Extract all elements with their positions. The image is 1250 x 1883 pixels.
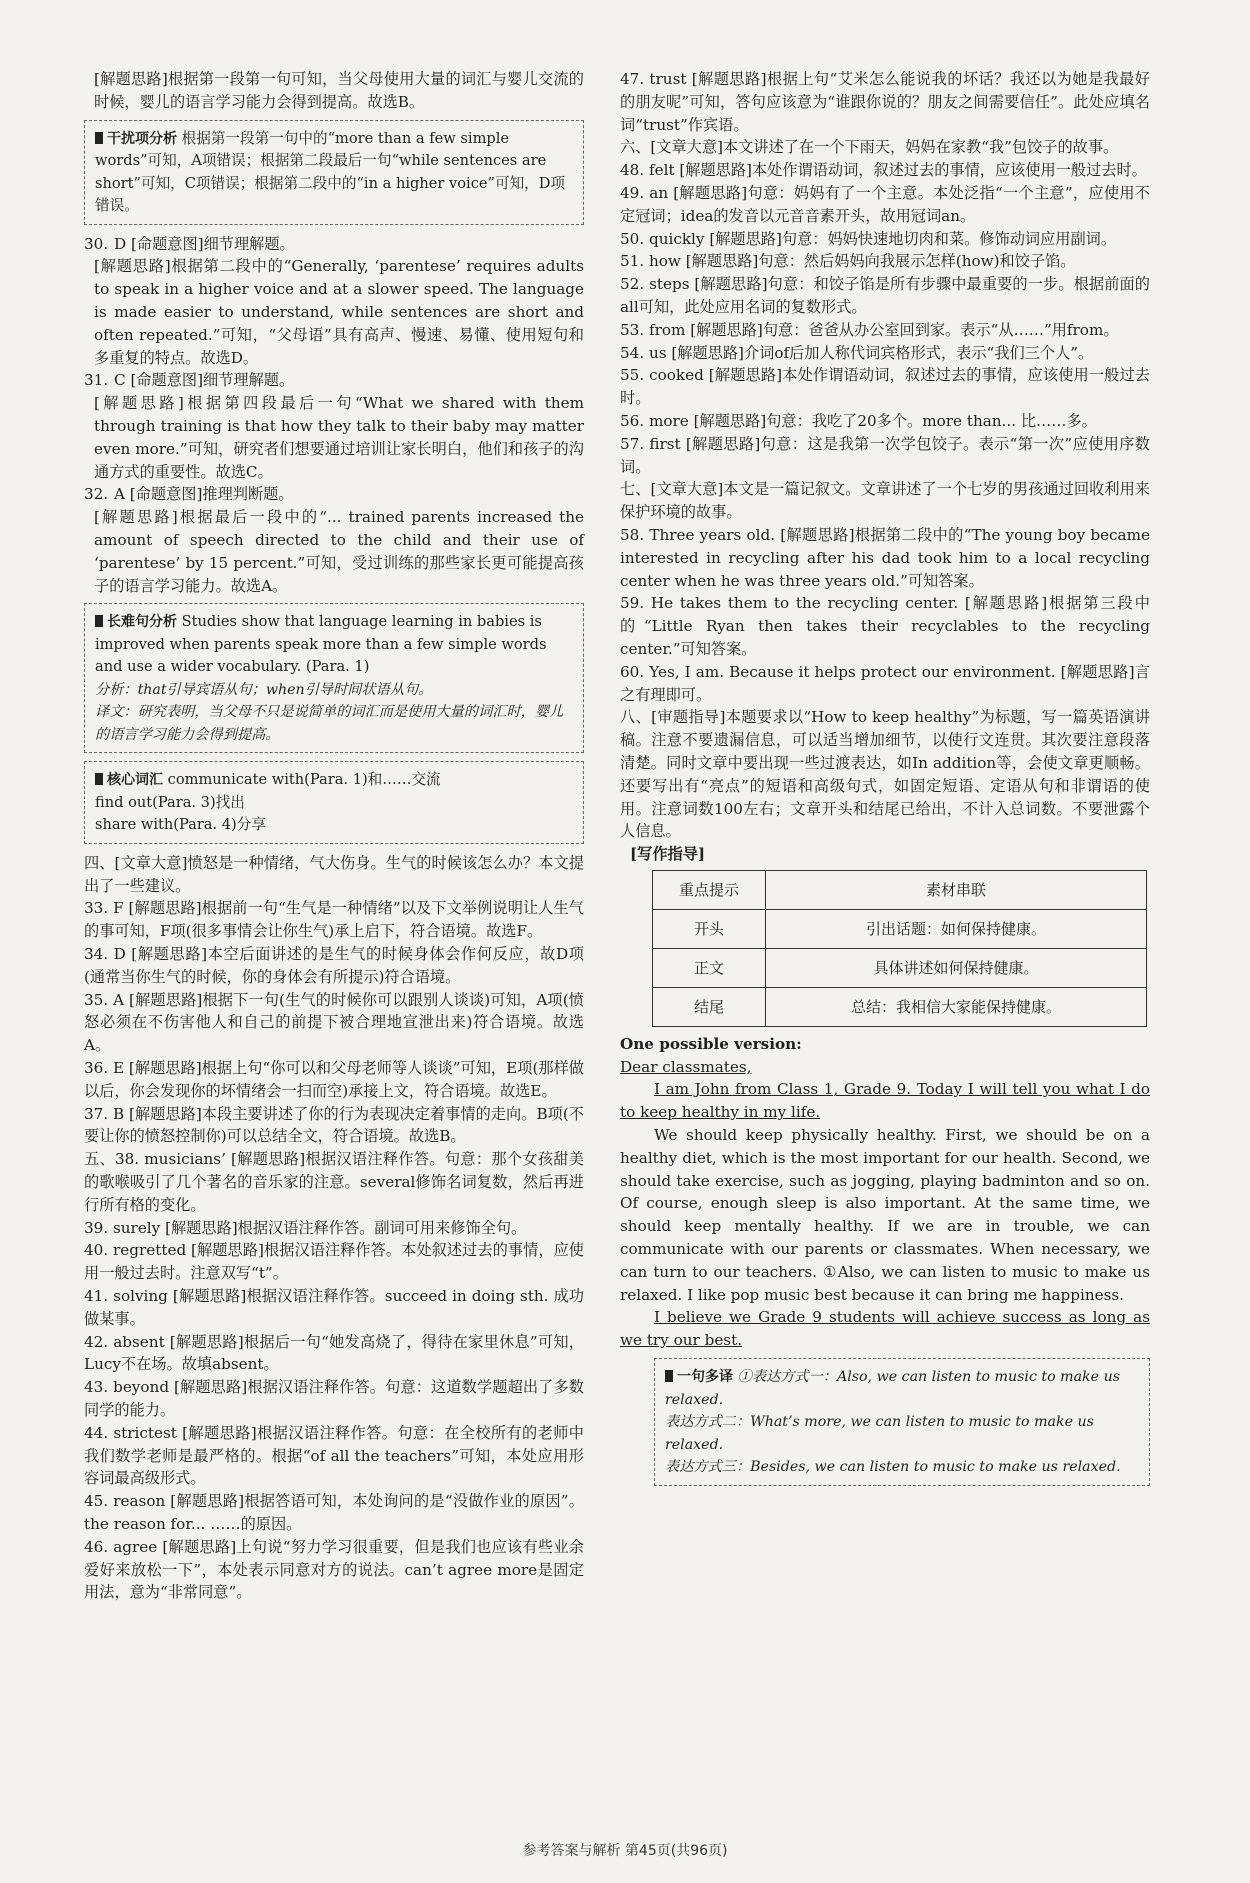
q37: 37. B [解题思路]本段主要讲述了你的行为表现决定着事情的走向。B项(不要让你的愤怒控制你)可以总结全文，符合语境。故选B。 bbox=[84, 1104, 584, 1146]
q32-explanation: [解题思路]根据最后一段中的“... trained parents increased the amount of speech directed to the child and their use of ‘parentese’ by 15 percent.”可知，受过训练的那些家长更可能提高孩子的语言学习能力。故选A。 bbox=[94, 508, 584, 595]
right-column bbox=[620, 68, 1150, 1494]
q39: 39. surely [解题思路]根据汉语注释作答。副词可用来修饰全句。 bbox=[84, 1218, 527, 1237]
section-8-guidance: 八、[审题指导]本题要求以“How to keep healthy”为标题，写一篇英语演讲稿。注意不要遗漏信息，可以适当增加细节，以使行文连贯。其次要注意段落清楚。同时文章中要出现一些过渡表达，如In addition等，会使文章更顺畅。还要写出有“亮点”的短语和高级句式，如固定短语、定语从句和非谓语的使用。注意词数100左右；文章开头和结尾已给出，不计入总词数。不要泄露个人信息。 bbox=[620, 708, 1150, 841]
table-row: 结尾 总结：我相信大家能保持健康。 bbox=[653, 987, 1147, 1026]
q50: 50. quickly [解题思路]句意：妈妈快速地切肉和菜。修饰动词应用副词。 bbox=[620, 229, 1117, 248]
q29-explanation: [解题思路]根据第一段第一句可知，当父母使用大量的词汇与婴儿交流的时候，婴儿的语言学习能力会得到提高。故选B。 bbox=[94, 70, 584, 111]
core-vocabulary-box: 核心词汇 communicate with(Para. 1)和……交流 find out(Para. 3)找出 share with(Para. 4)分享 bbox=[84, 761, 584, 844]
long-sentence-analysis-box: 长难句分析 Studies show that language learning in babies is improved when parents speak more than a few simple words and use a wider vocabulary. (Para. 1) 分析：that引导宾语从句；when引导时间状语从句。 译文：研究表明，当父母不只是说简单的词汇而是使用大量的词汇时，婴儿的语言学习能力会得到提高。 bbox=[84, 603, 584, 753]
essay-closing: I believe we Grade 9 students will achieve success as long as we try our best. bbox=[620, 1308, 1150, 1350]
q35: 35. A [解题思路]根据下一句(生气的时候你可以跟别人谈谈)可知，A项(愤怒必须在不伤害他人和自己的前提下被合理地宣泄出来)符合语境。故选A。 bbox=[84, 990, 584, 1055]
q55: 55. cooked [解题思路]本处作谓语动词，叙述过去的事情，应该使用一般过去时。 bbox=[620, 366, 1150, 408]
table-row: 正文 具体讲述如何保持健康。 bbox=[653, 948, 1147, 987]
distractor-analysis-box bbox=[84, 120, 584, 225]
q47: 47. trust [解题思路]根据上句“艾米怎么能说我的坏话？我还以为她是我最好的朋友呢”可知，答句应该意为“谁跟你说的？朋友之间需要信任”。此处应填名词“trust”作宾语。 bbox=[620, 70, 1150, 134]
salutation: Dear classmates, bbox=[620, 1057, 752, 1076]
q33: 33. F [解题思路]根据前一句“生气是一种情绪”以及下文举例说明让人生气的事可知，F项(很多事情会让你生气)承上启下，符合语境。故选F。 bbox=[84, 899, 584, 941]
writing-guide-title: [写作指导] bbox=[630, 845, 706, 864]
essay-body: We should keep physically healthy. First, we should be on a healthy diet, which is the most important for our health. Second, we should take exercise, such as jogging, playing badminton and so on. Of course, enough sleep is also important. At the same time, we should keep mentally healthy. If we are in trouble, we can communicate with our parents or classmates. When necessary, we can turn to our teachers. ①Also, we can listen to music to make us relaxed. I like pop music best because it can bring me happiness. bbox=[620, 1126, 1150, 1304]
essay-opening: I am John from Class 1, Grade 9. Today I will tell you what I do to keep healthy in my life. bbox=[620, 1080, 1150, 1122]
q45: 45. reason [解题思路]根据答语可知，本处询问的是“没做作业的原因”。the reason for... ……的原因。 bbox=[84, 1492, 584, 1533]
q57: 57. first [解题思路]句意：这是我第一次学包饺子。表示“第一次”应使用序数词。 bbox=[620, 434, 1150, 476]
multiple-translation-box: 一句多译 ①表达方式一：Also, we can listen to music to make us relaxed. 表达方式二：What’s more, we can listen to music to make us relaxed. 表达方式三：Besides, we can listen to music to make us relaxed. bbox=[654, 1358, 1150, 1486]
q38: 五、38. musicians’ [解题思路]根据汉语注释作答。句意：那个女孩甜美的歌喉吸引了几个著名的音乐家的注意。several修饰名词复数，然后再进行所有格的变化。 bbox=[84, 1150, 584, 1214]
page-footer: 参考答案与解析 第45页(共96页) bbox=[522, 1843, 728, 1859]
box-text: 根据第一段第一句中的“more than a few simple words”可知，A项错误；根据第二段最后一句“while sentences are short”可知，C项错误；根据第二段中的“in a higher voice”可知，D项错误。 bbox=[95, 129, 566, 215]
q30-heading: 30. D [命题意图]细节理解题。 bbox=[84, 234, 295, 253]
q53: 53. from [解题思路]句意：爸爸从办公室回到家。表示“从……”用from。 bbox=[620, 320, 1119, 339]
table-header: 素材串联 bbox=[766, 870, 1147, 909]
q30-explanation: [解题思路]根据第二段中的“Generally, ‘parentese’ requires adults to speak in a higher voice and at a slower speed. The language is made easier to understand, while sentences are short and often repeated.”可知，“父母语”具有高声、慢速、易懂、使用短句和多重复的特点。故选D。 bbox=[94, 257, 584, 367]
box-marker-icon bbox=[95, 615, 103, 627]
q44: 44. strictest [解题思路]根据汉语注释作答。句意：在全校所有的老师中我们数学老师是最严格的。根据“of all the teachers”可知，本处应用形容词最高级形式。 bbox=[84, 1423, 584, 1488]
q40: 40. regretted [解题思路]根据汉语注释作答。本处叙述过去的事情，应使用一般过去时。注意双写“t”。 bbox=[84, 1241, 584, 1283]
q31-heading: 31. C [命题意图]细节理解题。 bbox=[84, 371, 295, 390]
q59: 59. He takes them to the recycling center. [解题思路]根据第三段中的“Little Ryan then takes their recyclables to the recycling center.”可知答案。 bbox=[620, 594, 1150, 658]
table-header: 重点提示 bbox=[653, 870, 766, 909]
q46: 46. agree [解题思路]上句说“努力学习很重要，但是我们也应该有些业余爱好来放松一下”，本处表示同意对方的说法。can’t agree more是固定用法，意为“非常同意”。 bbox=[84, 1537, 584, 1602]
q34: 34. D [解题思路]本空后面讲述的是生气的时候身体会作何反应，故D项(通常当你生气的时候，你的身体会有所提示)符合语境。 bbox=[84, 945, 584, 986]
section-7-summary: 七、[文章大意]本文是一篇记叙文。文章讲述了一个七岁的男孩通过回收利用来保护环境的故事。 bbox=[620, 480, 1150, 522]
q36: 36. E [解题思路]根据上句“你可以和父母老师等人谈谈”可知，E项(那样做以后，你会发现你的坏情绪会一扫而空)承接上文，符合语境。故选E。 bbox=[84, 1059, 584, 1100]
q54: 54. us [解题思路]介词of后加人称代词宾格形式，表示“我们三个人”。 bbox=[620, 343, 1094, 362]
q32-heading: 32. A [命题意图]推理判断题。 bbox=[84, 485, 294, 504]
left-column bbox=[84, 68, 584, 1604]
q58: 58. Three years old. [解题思路]根据第二段中的“The young boy became interested in recycling after his dad took him to a local recycling center when he was three years old.”可知答案。 bbox=[620, 525, 1150, 590]
q60: 60. Yes, I am. Because it helps protect our environment. [解题思路]言之有理即可。 bbox=[620, 662, 1150, 704]
q41: 41. solving [解题思路]根据汉语注释作答。succeed in doing sth. 成功做某事。 bbox=[84, 1286, 584, 1328]
q56: 56. more [解题思路]句意：我吃了20多个。more than... 比……多。 bbox=[620, 411, 1097, 430]
translation-line: 译文：研究表明，当父母不只是说简单的词汇而是使用大量的词汇时，婴儿的语言学习能力会得到提高。 bbox=[95, 704, 564, 743]
q48: 48. felt [解题思路]本处作谓语动词，叙述过去的事情，应该使用一般过去时。 bbox=[620, 161, 1147, 180]
q51: 51. how [解题思路]句意：然后妈妈向我展示怎样(how)和饺子馅。 bbox=[620, 252, 1076, 271]
writing-guide-table bbox=[652, 870, 1147, 1027]
box-marker-icon bbox=[95, 132, 103, 144]
box-tag: 干扰项分析 bbox=[107, 130, 177, 147]
analysis-line: 分析：that引导宾语从句；when引导时间状语从句。 bbox=[95, 681, 433, 698]
q42: 42. absent [解题思路]根据后一句“她发高烧了，得待在家里休息”可知，Lucy不在场。故填absent。 bbox=[84, 1332, 584, 1374]
q31-explanation: [解题思路]根据第四段最后一句“What we shared with them through training is that how they talk to their baby may matter even more.”可知，研究者们想要通过培训让家长明白，他们和孩子的沟通方式的重要性。故选C。 bbox=[94, 394, 584, 481]
table-row: 开头 引出话题：如何保持健康。 bbox=[653, 909, 1147, 948]
version-label: One possible version: bbox=[620, 1034, 802, 1053]
box-marker-icon bbox=[95, 773, 103, 785]
box-marker-icon bbox=[665, 1370, 673, 1382]
q49: 49. an [解题思路]句意：妈妈有了一个主意。本处泛指“一个主意”，应使用不定冠词；idea的发音以元音音素开头，故用冠词an。 bbox=[620, 183, 1150, 225]
sample-essay bbox=[620, 1033, 1150, 1352]
q43: 43. beyond [解题思路]根据汉语注释作答。句意：这道数学题超出了多数同学的能力。 bbox=[84, 1378, 584, 1419]
section-4-summary: 四、[文章大意]愤怒是一种情绪，气大伤身。生气的时候该怎么办？本文提出了一些建议。 bbox=[84, 853, 584, 895]
section-6-summary: 六、[文章大意]本文讲述了在一个下雨天，妈妈在家教“我”包饺子的故事。 bbox=[620, 138, 1119, 157]
q52: 52. steps [解题思路]句意：和饺子馅是所有步骤中最重要的一步。根据前面的all可知，此处应用名词的复数形式。 bbox=[620, 275, 1150, 316]
